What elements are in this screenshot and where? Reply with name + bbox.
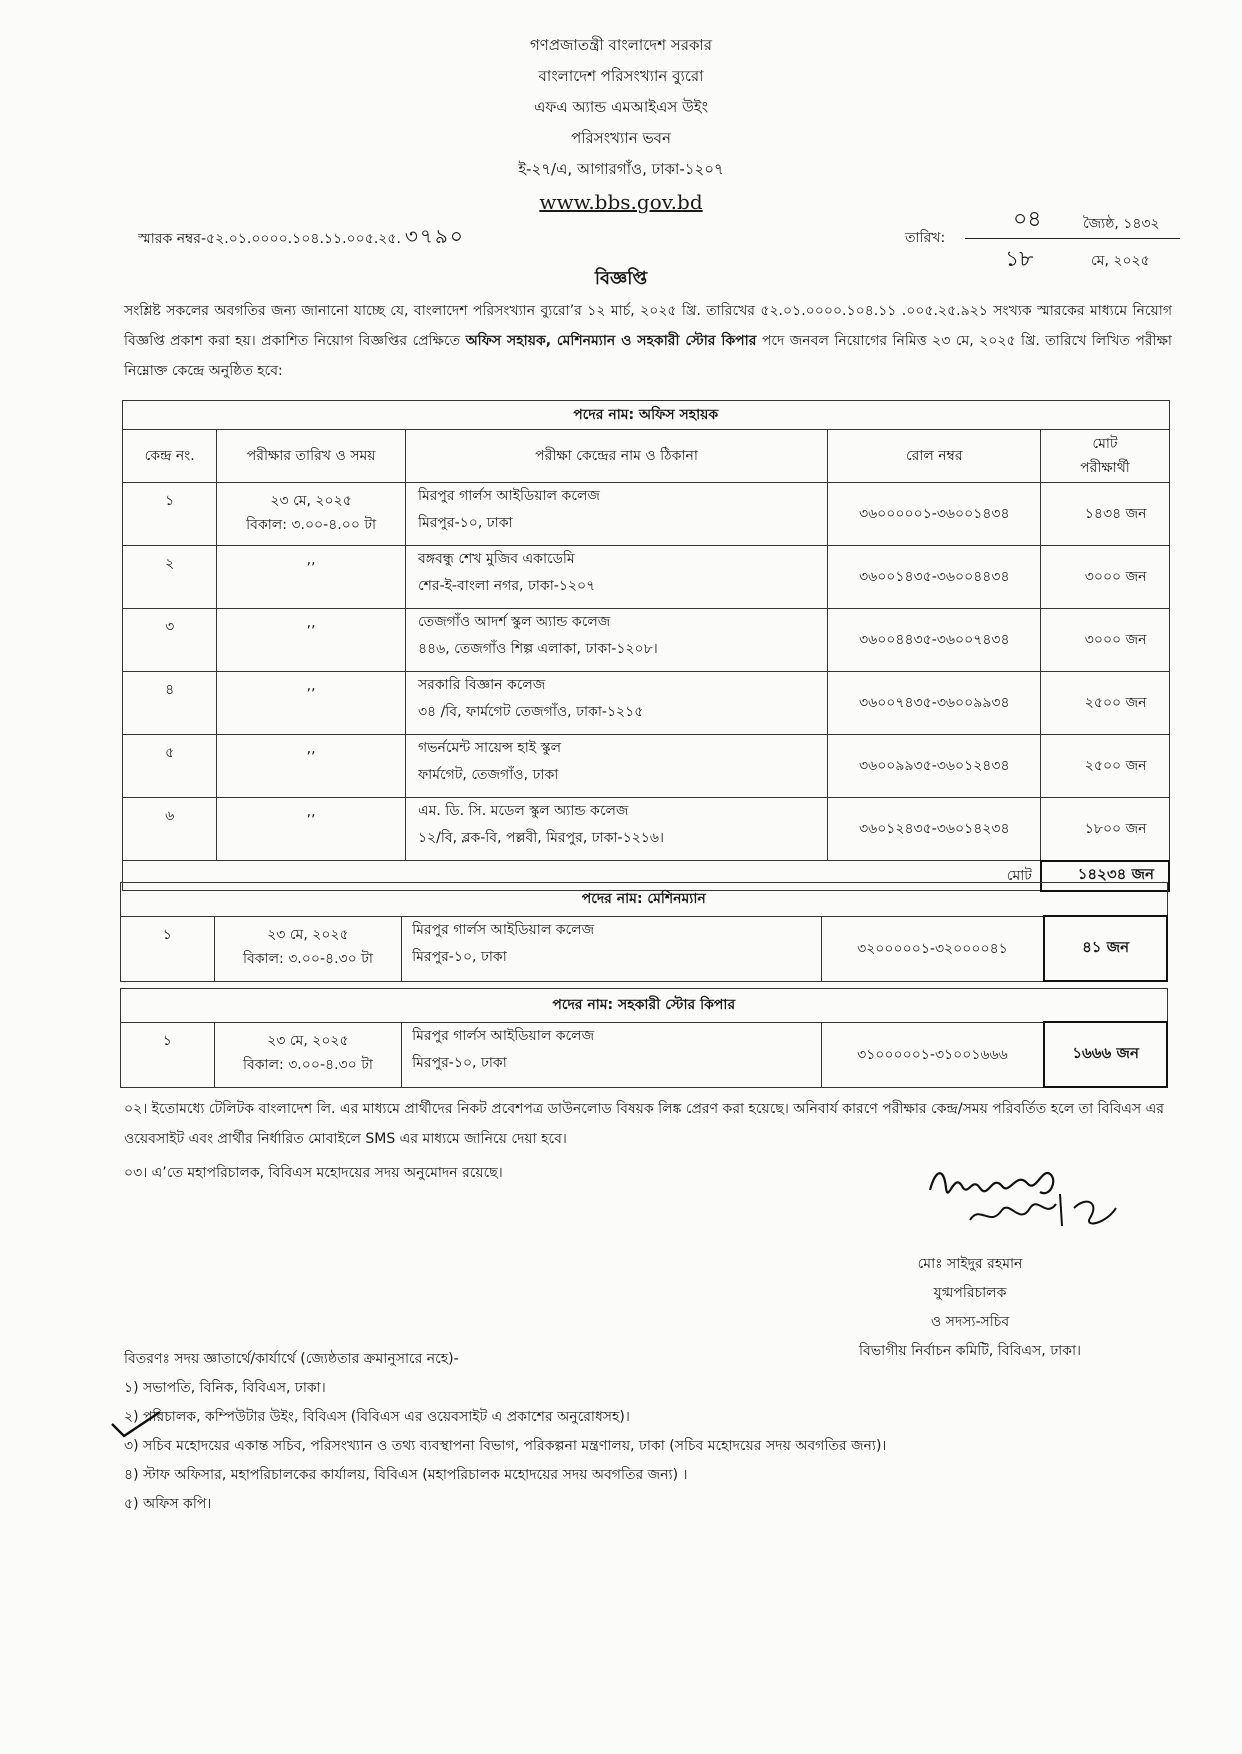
bangla-day: ০৪ <box>1013 207 1042 232</box>
table-row <box>123 798 1170 861</box>
machineman-section-title: পদের নাম: মেশিনম্যান <box>121 883 1168 917</box>
table-row <box>121 1022 1168 1087</box>
website-link[interactable]: www.bbs.gov.bd <box>539 190 703 214</box>
list-item: ৪) স্টাফ অফিসার, মহাপরিচালকের কার্যালয়, বিবিএস (মহাপরিচালক মহোদয়ের সদয় অবগতির জন্য) । <box>124 1467 688 1483</box>
list-item: ৫) অফিস কপি। <box>124 1496 212 1512</box>
table-row <box>123 483 1170 546</box>
memo-number <box>138 222 465 255</box>
sum-label: মোট <box>123 861 1041 891</box>
signature-image <box>910 1148 1140 1238</box>
center-no: ৩ <box>123 609 217 672</box>
center-no: ৬ <box>123 798 217 861</box>
candidate-total: ৩০০০ জন <box>1041 609 1169 672</box>
store-keeper-section-title: পদের নাম: সহকারী স্টোর কিপার <box>121 989 1168 1023</box>
candidate-total: ১৪৩৪ জন <box>1041 483 1169 546</box>
tick-mark-icon <box>108 1410 164 1438</box>
exam-date-time: ,, <box>217 798 406 861</box>
table-row <box>121 916 1168 981</box>
machineman-table <box>120 882 1168 982</box>
center-no: ৪ <box>123 672 217 735</box>
intro-text-2: পদে জনবল নিয়োগের নিমিত্ত ২৩ মে, ২০২৫ খ্রি. তারিখে লিখিত পরীক্ষা নিম্নোক্ত কেন্দ্রে অনুষ্ঠিত হবে: <box>124 333 1172 379</box>
roll-range: ৩৬০০৭৪৩৫-৩৬০০৯৯৩৪ <box>828 672 1041 735</box>
table-row <box>123 672 1170 735</box>
roll-range: ৩১০০০০০১-৩১০০১৬৬৬ <box>821 1022 1044 1087</box>
table-row <box>123 735 1170 798</box>
list-item: ২) পরিচালক, কম্পিউটার উইং, বিবিএস (বিবিএস এর ওয়েবসাইট এ প্রকাশের অনুরোধসহ)। <box>124 1409 630 1425</box>
letterhead <box>0 30 1242 218</box>
bangla-month-year: জ্যৈষ্ঠ, ১৪৩২ <box>1083 216 1160 232</box>
list-item: ১) সভাপতি, বিনিক, বিবিএস, ঢাকা। <box>124 1380 326 1396</box>
english-day: ১৮ <box>1005 247 1034 272</box>
distribution-heading: বিতরণঃ সদয় জ্ঞাতার্থে/কার্যার্থে (জ্যেষ্ঠতার ক্রমানুসারে নহে)- <box>124 1351 459 1367</box>
roll-range: ৩৬০০০০০১-৩৬০০১৪৩৪ <box>828 483 1041 546</box>
exam-date-time: ,, <box>217 546 406 609</box>
intro-posts-bold: অফিস সহায়ক, মেশিনম্যান ও সহকারী স্টোর কিপার <box>465 333 757 349</box>
roll-range: ৩৬০০১৪৩৫-৩৬০০৪৪৩৪ <box>828 546 1041 609</box>
candidate-total: ১৮০০ জন <box>1041 798 1169 861</box>
center-name-address: মিরপুর গার্লস আইডিয়াল কলেজ মিরপুর-১০, ঢাকা <box>402 1022 821 1087</box>
candidate-total: ২৫০০ জন <box>1041 672 1169 735</box>
english-month-year: মে, ২০২৫ <box>1091 253 1150 269</box>
center-name-address: মিরপুর গার্লস আইডিয়াল কলেজ মিরপুর-১০, ঢাকা <box>402 916 821 981</box>
header-roll: রোল নম্বর <box>828 430 1041 483</box>
distribution-list <box>124 1345 886 1519</box>
exam-date-time: ২৩ মে, ২০২৫ বিকাল: ৩.০০-৪.০০ টা <box>217 483 406 546</box>
header-date-time: পরীক্ষার তারিখ ও সময় <box>217 430 406 483</box>
center-name-address: বঙ্গবন্ধু শেখ মুজিব একাডেমি শের-ই-বাংলা নগর, ঢাকা-১২০৭ <box>405 546 827 609</box>
officer-role: ও সদস্য-সচিব <box>930 1314 1010 1330</box>
intro-paragraph <box>124 296 1172 386</box>
exam-date-time: ,, <box>217 672 406 735</box>
center-no: ১ <box>123 483 217 546</box>
notice-title: বিজ্ঞপ্তি <box>594 268 648 289</box>
candidate-total: ৪১ জন <box>1044 916 1167 981</box>
store-keeper-table <box>120 988 1168 1088</box>
table-row <box>123 546 1170 609</box>
exam-date-time: ২৩ মে, ২০২৫ বিকাল: ৩.০০-৪.৩০ টা <box>214 916 401 981</box>
center-name-address: গভর্নমেন্ট সায়েন্স হাই স্কুল ফার্মগেট, তেজগাঁও, ঢাকা <box>405 735 827 798</box>
center-name-address: মিরপুর গার্লস আইডিয়াল কলেজ মিরপুর-১০, ঢাকা <box>405 483 827 546</box>
center-no: ২ <box>123 546 217 609</box>
officer-committee: বিভাগীয় নির্বাচন কমিটি, বিবিএস, ঢাকা। <box>858 1343 1082 1359</box>
sum-value: ১৪২৩৪ জন <box>1041 861 1169 891</box>
bureau-name: বাংলাদেশ পরিসংখ্যান ব্যুরো <box>538 67 704 85</box>
building-name: পরিসংখ্যান ভবন <box>571 129 671 147</box>
header-center-name: পরীক্ষা কেন্দ্রের নাম ও ঠিকানা <box>405 430 827 483</box>
roll-range: ৩৬০০৪৪৩৫-৩৬০০৭৪৩৪ <box>828 609 1041 672</box>
roll-range: ৩২০০০০০১-৩২০০০০৪১ <box>821 916 1044 981</box>
officer-name: মোঃ সাইদুর রহমান <box>917 1256 1023 1272</box>
center-no: ১ <box>121 916 215 981</box>
paragraph-2: ০২। ইতোমধ্যে টেলিটক বাংলাদেশ লি. এর মাধ্যমে প্রার্থীদের নিকট প্রবেশপত্র ডাউনলোড বিষয়ক লিঙ্ক প্রেরণ করা হয়েছে। অনিবার্য কারণে পরীক্ষার কেন্দ্র/সময় পরিবর্তিত হলে তা বিবিএস এর ওয়েবসাইট এবং প্রার্থীর নির্ধারিত মোবাইলে SMS এর মাধ্যমে জানিয়ে দেয়া হবে। <box>124 1101 1164 1147</box>
intro-text-1: সংশ্লিষ্ট সকলের অবগতির জন্য জানানো যাচ্ছে যে, বাংলাদেশ পরিসংখ্যান ব্যুরো’র ১২ মার্চ, ২০২৫ খ্রি. তারিখের ৫২.০১.০০০০.১০৪.১১ .০০৫.২৫.৯২১ সংখ্যক স্মারকের মাধ্যমে নিয়োগ বিজ্ঞপ্তি প্রকাশ করা হয়। প্রকাশিত নিয়োগ বিজ্ঞপ্তির প্রেক্ষিতে <box>124 303 1172 349</box>
officer-designation: যুগ্মপরিচালক <box>933 1285 1007 1301</box>
office-assistant-table <box>122 400 1170 892</box>
memo-label: স্মারক নম্বর-৫২.০১.০০০০.১০৪.১১.০০৫.২৫. <box>138 231 401 247</box>
office-assistant-section-title: পদের নাম: অফিস সহায়ক <box>123 401 1170 430</box>
header-center-no: কেন্দ্র নং. <box>123 430 217 483</box>
date-label: তারিখ: <box>905 230 946 246</box>
exam-date-time: ,, <box>217 609 406 672</box>
list-item: ৩) সচিব মহোদয়ের একান্ত সচিব, পরিসংখ্যান ও তথ্য ব্যবস্থাপনা বিভাগ, পরিকল্পনা মন্ত্রণালয়, ঢাকা (সচিব মহোদয়ের সদয় অবগতির জন্য)। <box>124 1438 887 1454</box>
header-total: মোট পরীক্ষার্থী <box>1041 430 1169 483</box>
exam-date-time: ,, <box>217 735 406 798</box>
candidate-total: ১৬৬৬ জন <box>1044 1022 1167 1087</box>
paragraph-3: ০৩। এ’তে মহাপরিচালক, বিবিএস মহোদয়ের সদয় অনুমোদন রয়েছে। <box>124 1165 503 1181</box>
center-no: ১ <box>121 1022 215 1087</box>
roll-range: ৩৬০১২৪৩৫-৩৬০১৪২৩৪ <box>828 798 1041 861</box>
wing-name: এফএ অ্যান্ড এমআইএস উইং <box>533 98 709 116</box>
roll-range: ৩৬০০৯৯৩৫-৩৬০১২৪৩৪ <box>828 735 1041 798</box>
center-no: ৫ <box>123 735 217 798</box>
date-block <box>905 204 1185 272</box>
table-row <box>123 609 1170 672</box>
exam-date-time: ২৩ মে, ২০২৫ বিকাল: ৩.০০-৪.৩০ টা <box>214 1022 401 1087</box>
govt-name: গণপ্রজাতন্ত্রী বাংলাদেশ সরকার <box>529 36 713 54</box>
candidate-total: ২৫০০ জন <box>1041 735 1169 798</box>
center-name-address: সরকারি বিজ্ঞান কলেজ ৩৪ /বি, ফার্মগেট তেজগাঁও, ঢাকা-১২১৫ <box>405 672 827 735</box>
center-name-address: এম. ডি. সি. মডেল স্কুল অ্যান্ড কলেজ ১২/বি, ব্লক-বি, পল্লবী, মিরপুর, ঢাকা-১২১৬। <box>405 798 827 861</box>
memo-handwritten-number: ৩৭৯০ <box>404 224 465 248</box>
candidate-total: ৩০০০ জন <box>1041 546 1169 609</box>
date-divider <box>965 238 1180 239</box>
office-address: ই-২৭/এ, আগারগাঁও, ঢাকা-১২০৭ <box>518 160 724 178</box>
center-name-address: তেজগাঁও আদর্শ স্কুল অ্যান্ড কলেজ ৪৪৬, তেজগাঁও শিল্প এলাকা, ঢাকা-১২০৮। <box>405 609 827 672</box>
